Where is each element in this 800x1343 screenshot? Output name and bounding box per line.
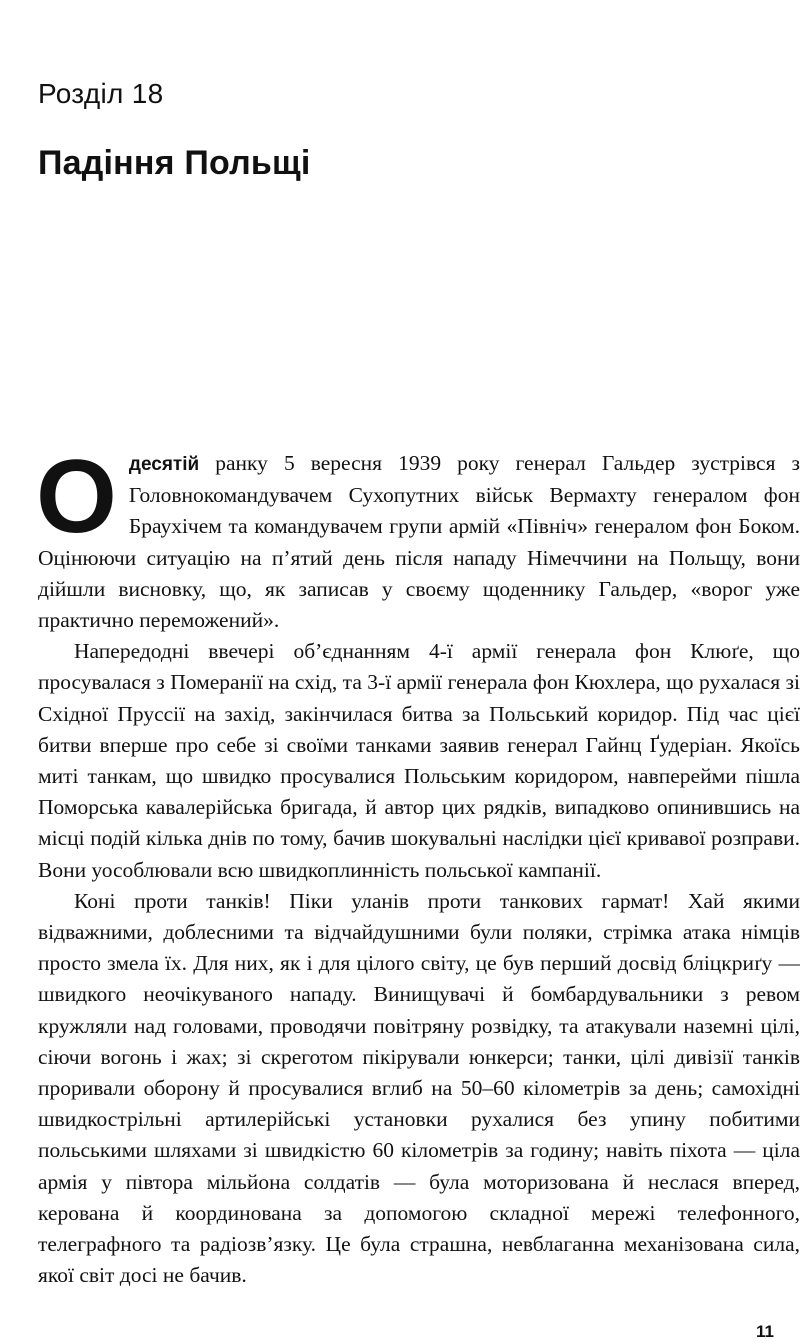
paragraph-1-text: ранку 5 вересня 1939 року генерал Гальдер зустрівся з Головнокомандувачем Сухопутних військ Вермахту генералом фон Браухічем та командувачем групи армій «Північ» генералом фон Боком. Оцінюючи ситуацію на п’ятий день після нападу Німеччини на Польщу, вони дійшли висновку, що, як записав у своєму щоденнику Гальдер, «ворог уже практично переможений». bbox=[38, 451, 800, 633]
page-number: 11 bbox=[756, 1322, 774, 1341]
paragraph-3: Коні проти танків! Піки уланів проти танкових гармат! Хай якими відважними, доблесними та відчайдушними були поляки, стрімка атака німців просто змела їх. Для них, як і для цілого світу, це був перший досвід бліцкриґу — швидкого неочікуваного нападу. Винищувачі й бомбардувальники з ревом кружляли над головами, проводячи повітряну розвідку, та атакували наземні цілі, сіючи вогонь і жах; зі скреготом пікірували юнкерси; танки, цілі дивізії танків проривали оборону й просувалися вглиб на 50–60 кілометрів за день; самохідні швидкострільні артилерійські установки рухалися без упину побитими польськими шляхами зі швидкістю 60 кілометрів за годину; навіть піхота — ціла армія у півтора мільйона солдатів — була моторизована й неслася вперед, керована й координована за допомогою складної мережі телефонного, телеграфного та радіозв’язку. Це була страшна, невблаганна механізована сила, якої світ досі не бачив. bbox=[38, 888, 800, 1288]
chapter-title: Падіння Польщі bbox=[38, 144, 311, 182]
paragraph-2: Напередодні ввечері об’єднанням 4-ї армії генерала фон Клюґе, що просувалася з Померанії на схід, та 3-ї армії генерала фон Кюхлера, що рухалася зі Східної Пруссії на захід, закінчилася битва за Польський коридор. Під час цієї битви вперше про себе зі своїми танками заявив генерал Гайнц Ґудеріан. Якоїсь миті танкам, що швидко просувалися Польським коридором, навперейми пішла Поморська кавалерійська бригада, й автор цих рядків, випадково опинившись на місці подій кілька днів по тому, бачив шокувальні наслідки цієї кривавої розправи. Вони уособлювали всю швидкоплинність польської кампанії. bbox=[38, 639, 800, 882]
drop-cap: О bbox=[36, 439, 117, 555]
lead-word: десятій bbox=[128, 454, 200, 475]
chapter-label: Розділ 18 bbox=[38, 78, 164, 109]
chapter-body bbox=[36, 439, 800, 1291]
paragraph-1 bbox=[36, 439, 800, 636]
